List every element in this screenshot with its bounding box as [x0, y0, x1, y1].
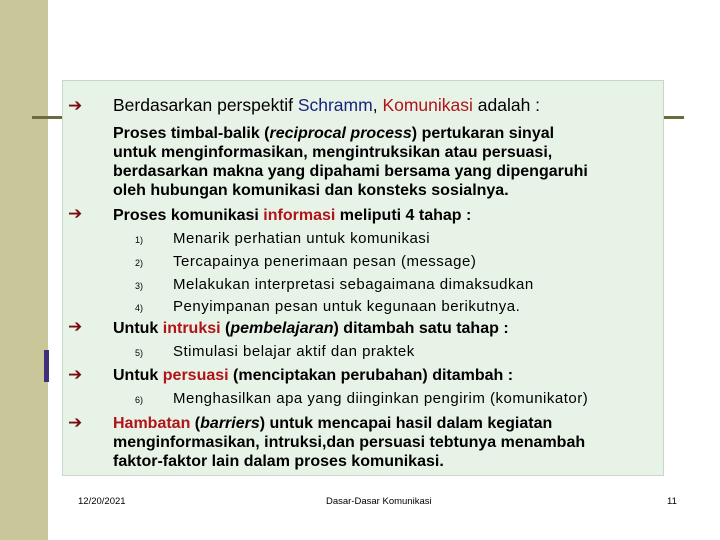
info-text: Proses komunikasi [113, 207, 264, 224]
info-heading [113, 206, 471, 225]
definition-text: Proses timbal-balik ( [113, 125, 270, 142]
barriers-text: ( [190, 415, 201, 432]
persuasion-text: Untuk [113, 367, 163, 384]
definition-line-2: untuk menginformasikan, mengintruksikan atau persuasi, [113, 144, 553, 161]
step-number: 5) [135, 348, 144, 358]
persuasion-text: (menciptakan perubahan) ditambah : [228, 367, 514, 384]
heading-separator: , [372, 95, 383, 115]
barriers-line-1 [113, 414, 552, 433]
heading-prefix: Berdasarkan perspektif [113, 95, 298, 115]
barriers-line-2: menginformasikan, intruksi,dan persuasi tebtunya menambah [113, 434, 586, 451]
heading-suffix: adalah : [472, 95, 541, 115]
step-number: 3) [135, 281, 144, 291]
persuasion-heading [113, 366, 513, 385]
instruction-text: ) ditambah satu tahap : [333, 320, 509, 337]
definition-text: ) pertukaran sinyal [411, 125, 555, 142]
definition-line-1 [113, 124, 554, 143]
instruction-italic: pembelajaran [230, 320, 334, 337]
footer-date: 12/20/2021 [78, 496, 126, 507]
arrow-right-icon: ➔ [68, 413, 83, 433]
side-band [0, 0, 48, 540]
info-highlight: informasi [263, 207, 336, 224]
step-text: Penyimpanan pesan untuk kegunaan berikutnya. [173, 298, 521, 315]
step-number: 4) [135, 303, 144, 313]
vertical-accent-bar [44, 350, 49, 382]
info-text: meliputi 4 tahap : [335, 207, 472, 224]
step-number: 1) [135, 235, 144, 245]
arrow-right-icon: ➔ [68, 204, 83, 224]
barriers-highlight: Hambatan [113, 415, 191, 432]
step-number: 2) [135, 258, 144, 268]
step-number: 6) [135, 395, 144, 405]
step-text: Tercapainya penerimaan pesan (message) [173, 253, 477, 270]
instruction-text: ( [220, 320, 231, 337]
arrow-right-icon: ➔ [68, 365, 83, 385]
barriers-text: ) untuk mencapai hasil dalam kegiatan [259, 415, 553, 432]
step-text: Menghasilkan apa yang diinginkan pengirim (komunikator) [173, 390, 589, 407]
footer-title: Dasar-Dasar Komunikasi [326, 496, 432, 507]
persuasion-highlight: persuasi [162, 367, 229, 384]
barriers-line-3: faktor-faktor lain dalam proses komunikasi. [113, 453, 444, 470]
right-rule [662, 116, 684, 119]
step-text: Stimulasi belajar aktif dan praktek [173, 343, 415, 360]
instruction-text: Untuk [113, 320, 163, 337]
instruction-highlight: intruksi [162, 320, 221, 337]
step-text: Menarik perhatian untuk komunikasi [173, 230, 431, 247]
heading-term: Komunikasi [382, 95, 473, 115]
step-text: Melakukan interpretasi sebagaimana dimaksudkan [173, 276, 534, 293]
definition-line-3: berdasarkan makna yang dipahami bersama yang dipengaruhi [113, 163, 588, 180]
arrow-right-icon: ➔ [68, 317, 83, 337]
footer-page-number: 11 [667, 496, 677, 507]
heading-name: Schramm [297, 95, 373, 115]
instruction-heading [113, 319, 509, 338]
heading [113, 96, 540, 115]
barriers-italic: barriers [200, 415, 260, 432]
definition-italic: reciprocal process [269, 125, 412, 142]
arrow-right-icon: ➔ [68, 96, 83, 116]
definition-line-4: oleh hubungan komunikasi dan konsteks sosialnya. [113, 182, 509, 199]
